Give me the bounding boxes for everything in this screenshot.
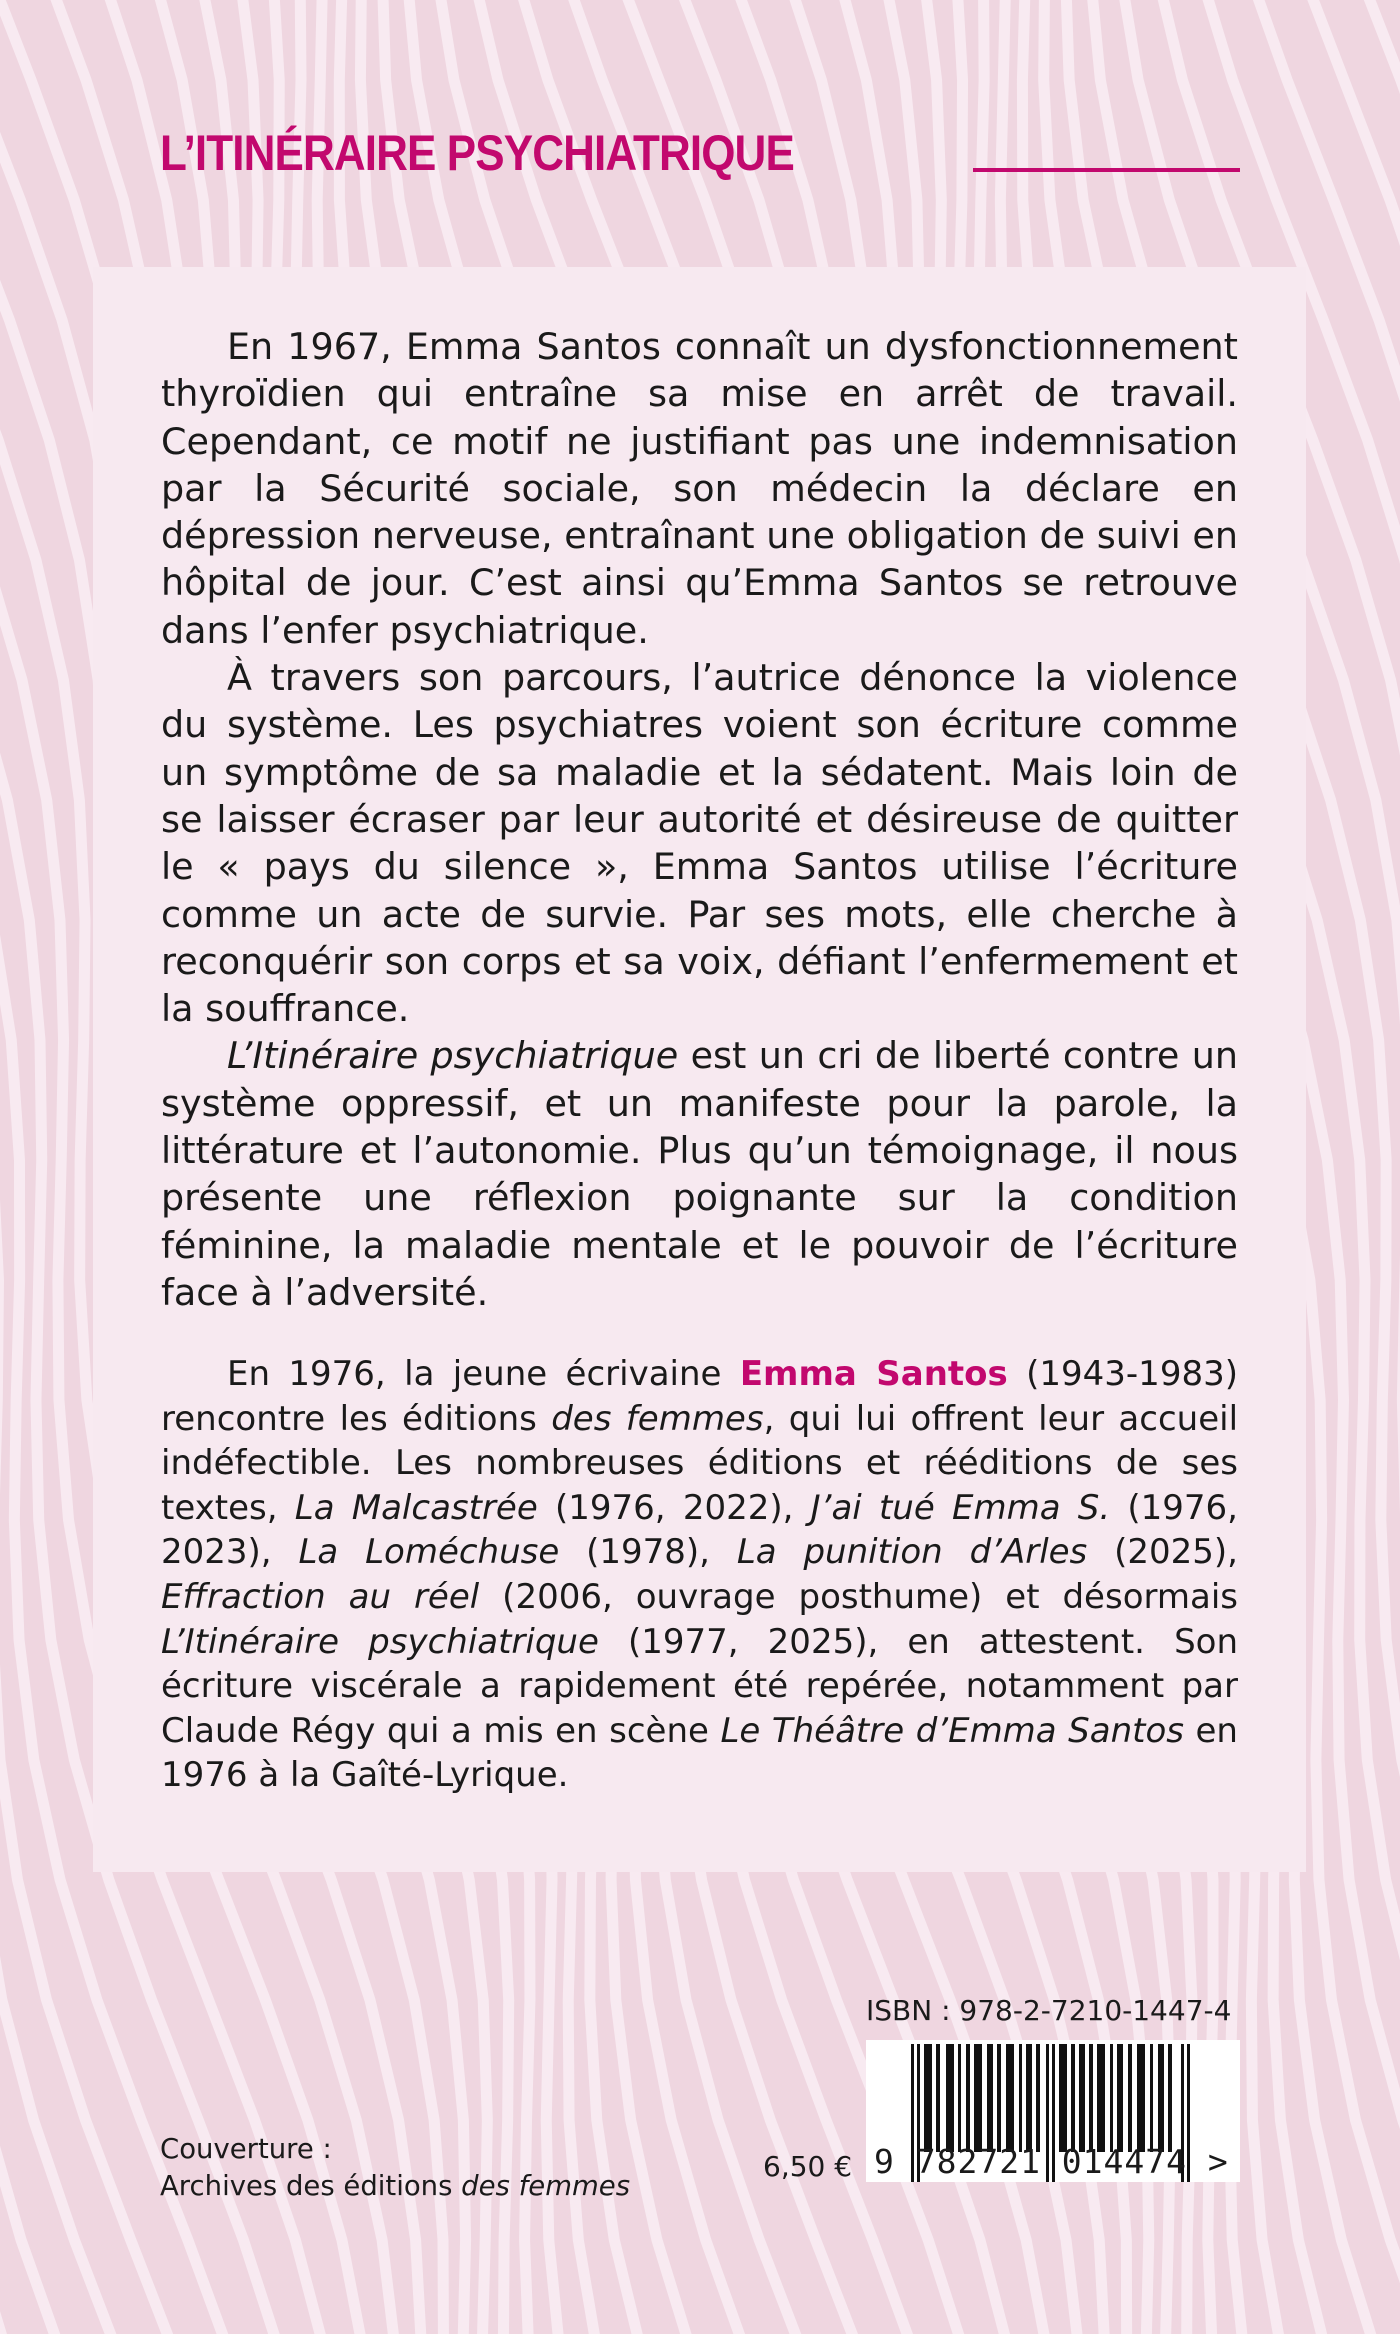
back-cover-text-panel (93, 267, 1306, 1872)
cover-credit-source-text: Archives des éditions (160, 2170, 462, 2202)
author-name: Emma Santos (739, 1354, 1008, 1394)
biography-dates: (1943-1983) rencontre les éditions (161, 1354, 1238, 1439)
work-title-3: La Loméchuse (298, 1532, 560, 1573)
work-title-5: Effraction au réel (161, 1576, 480, 1617)
summary-paragraph-2: À travers son parcours, l’autrice dénonce la violence du système. Les psychiatres voient son écriture comme un symptôme de sa maladie et la sédatent. Mais loin de se laisser écraser par leur autorité et désireuse de quitter le « pays du silence », Emma Santos utilise l’écriture comme un acte de survie. Par ses mots, elle cherche à reconquérir son corps et sa voix, défiant l’enfermement et la souffrance. (161, 656, 1238, 1031)
book-title: L’ITINÉRAIRE PSYCHIATRIQUE (160, 125, 794, 181)
summary-paragraph-3 (161, 1032, 1238, 1316)
cover-credit-label: Couverture : (160, 2133, 332, 2165)
work-title-7: Le Théâtre d’Emma Santos (720, 1710, 1184, 1751)
title-underline-rule (973, 168, 1240, 172)
summary-paragraph-3-text: est un cri de liberté contre un système oppressif, et un manifeste pour la parole, la littérature et l’autonomie. Plus qu’un témoignage, il nous présente une réflexion poignante sur la condition féminine, la maladie mentale et le pouvoir de l’écriture face à l’adversité. (161, 1034, 1239, 1314)
biography-intro: En 1976, la jeune écrivaine (227, 1354, 740, 1394)
publisher-name: des femmes (551, 1398, 764, 1439)
author-biography (161, 1352, 1238, 1798)
work-info-4: (2025), (1087, 1532, 1238, 1573)
barcode-digits: 9 782721 014474 > (874, 2142, 1229, 2181)
work-title-4: La punition d’Arles (736, 1532, 1088, 1573)
book-title-italic: L’Itinéraire psychiatrique (227, 1034, 679, 1078)
work-info-2: (1976, 2023), (161, 1487, 1238, 1573)
cover-credit-source (160, 2168, 630, 2205)
work-info-6: (1977, 2025), en attestent. Son écriture viscérale a rapidement été repérée, notamment par Claude Régy qui a mis en scène (161, 1621, 1239, 1751)
biography-paragraph (161, 1352, 1238, 1798)
work-title-2: J’ai tué Emma S. (810, 1487, 1111, 1528)
work-info-3: (1978), (559, 1532, 737, 1573)
biography-text: , qui lui offrent leur accueil indéfectible. Les nombreuses éditions et rééditions de ses textes, (161, 1398, 1239, 1528)
price: 6,50 € (763, 2150, 853, 2183)
cover-credit-publisher: des femmes (461, 2170, 631, 2202)
work-title-6: L’Itinéraire psychiatrique (161, 1621, 599, 1662)
work-title-1: La Malcastrée (294, 1487, 538, 1528)
work-info-5: (2006, ouvrage posthume) et désormais (479, 1576, 1238, 1617)
work-info-1: (1976, 2022), (537, 1487, 811, 1528)
cover-credit (160, 2131, 630, 2205)
summary-paragraph-1: En 1967, Emma Santos connaît un dysfonctionnement thyroïdien qui entraîne sa mise en arrêt de travail. Cependant, ce motif ne justifiant pas une indemnisation par la Sécurité sociale, son médecin la déclare en dépression nerveuse, entraînant une obligation de suivi en hôpital de jour. C’est ainsi qu’Emma Santos se retrouve dans l’enfer psychiatrique. (161, 325, 1238, 652)
work-info-7: en 1976 à la Gaîté-Lyrique. (161, 1710, 1238, 1796)
summary-text (161, 323, 1238, 1316)
isbn-label: ISBN : 978-2-7210-1447-4 (866, 1994, 1232, 2027)
